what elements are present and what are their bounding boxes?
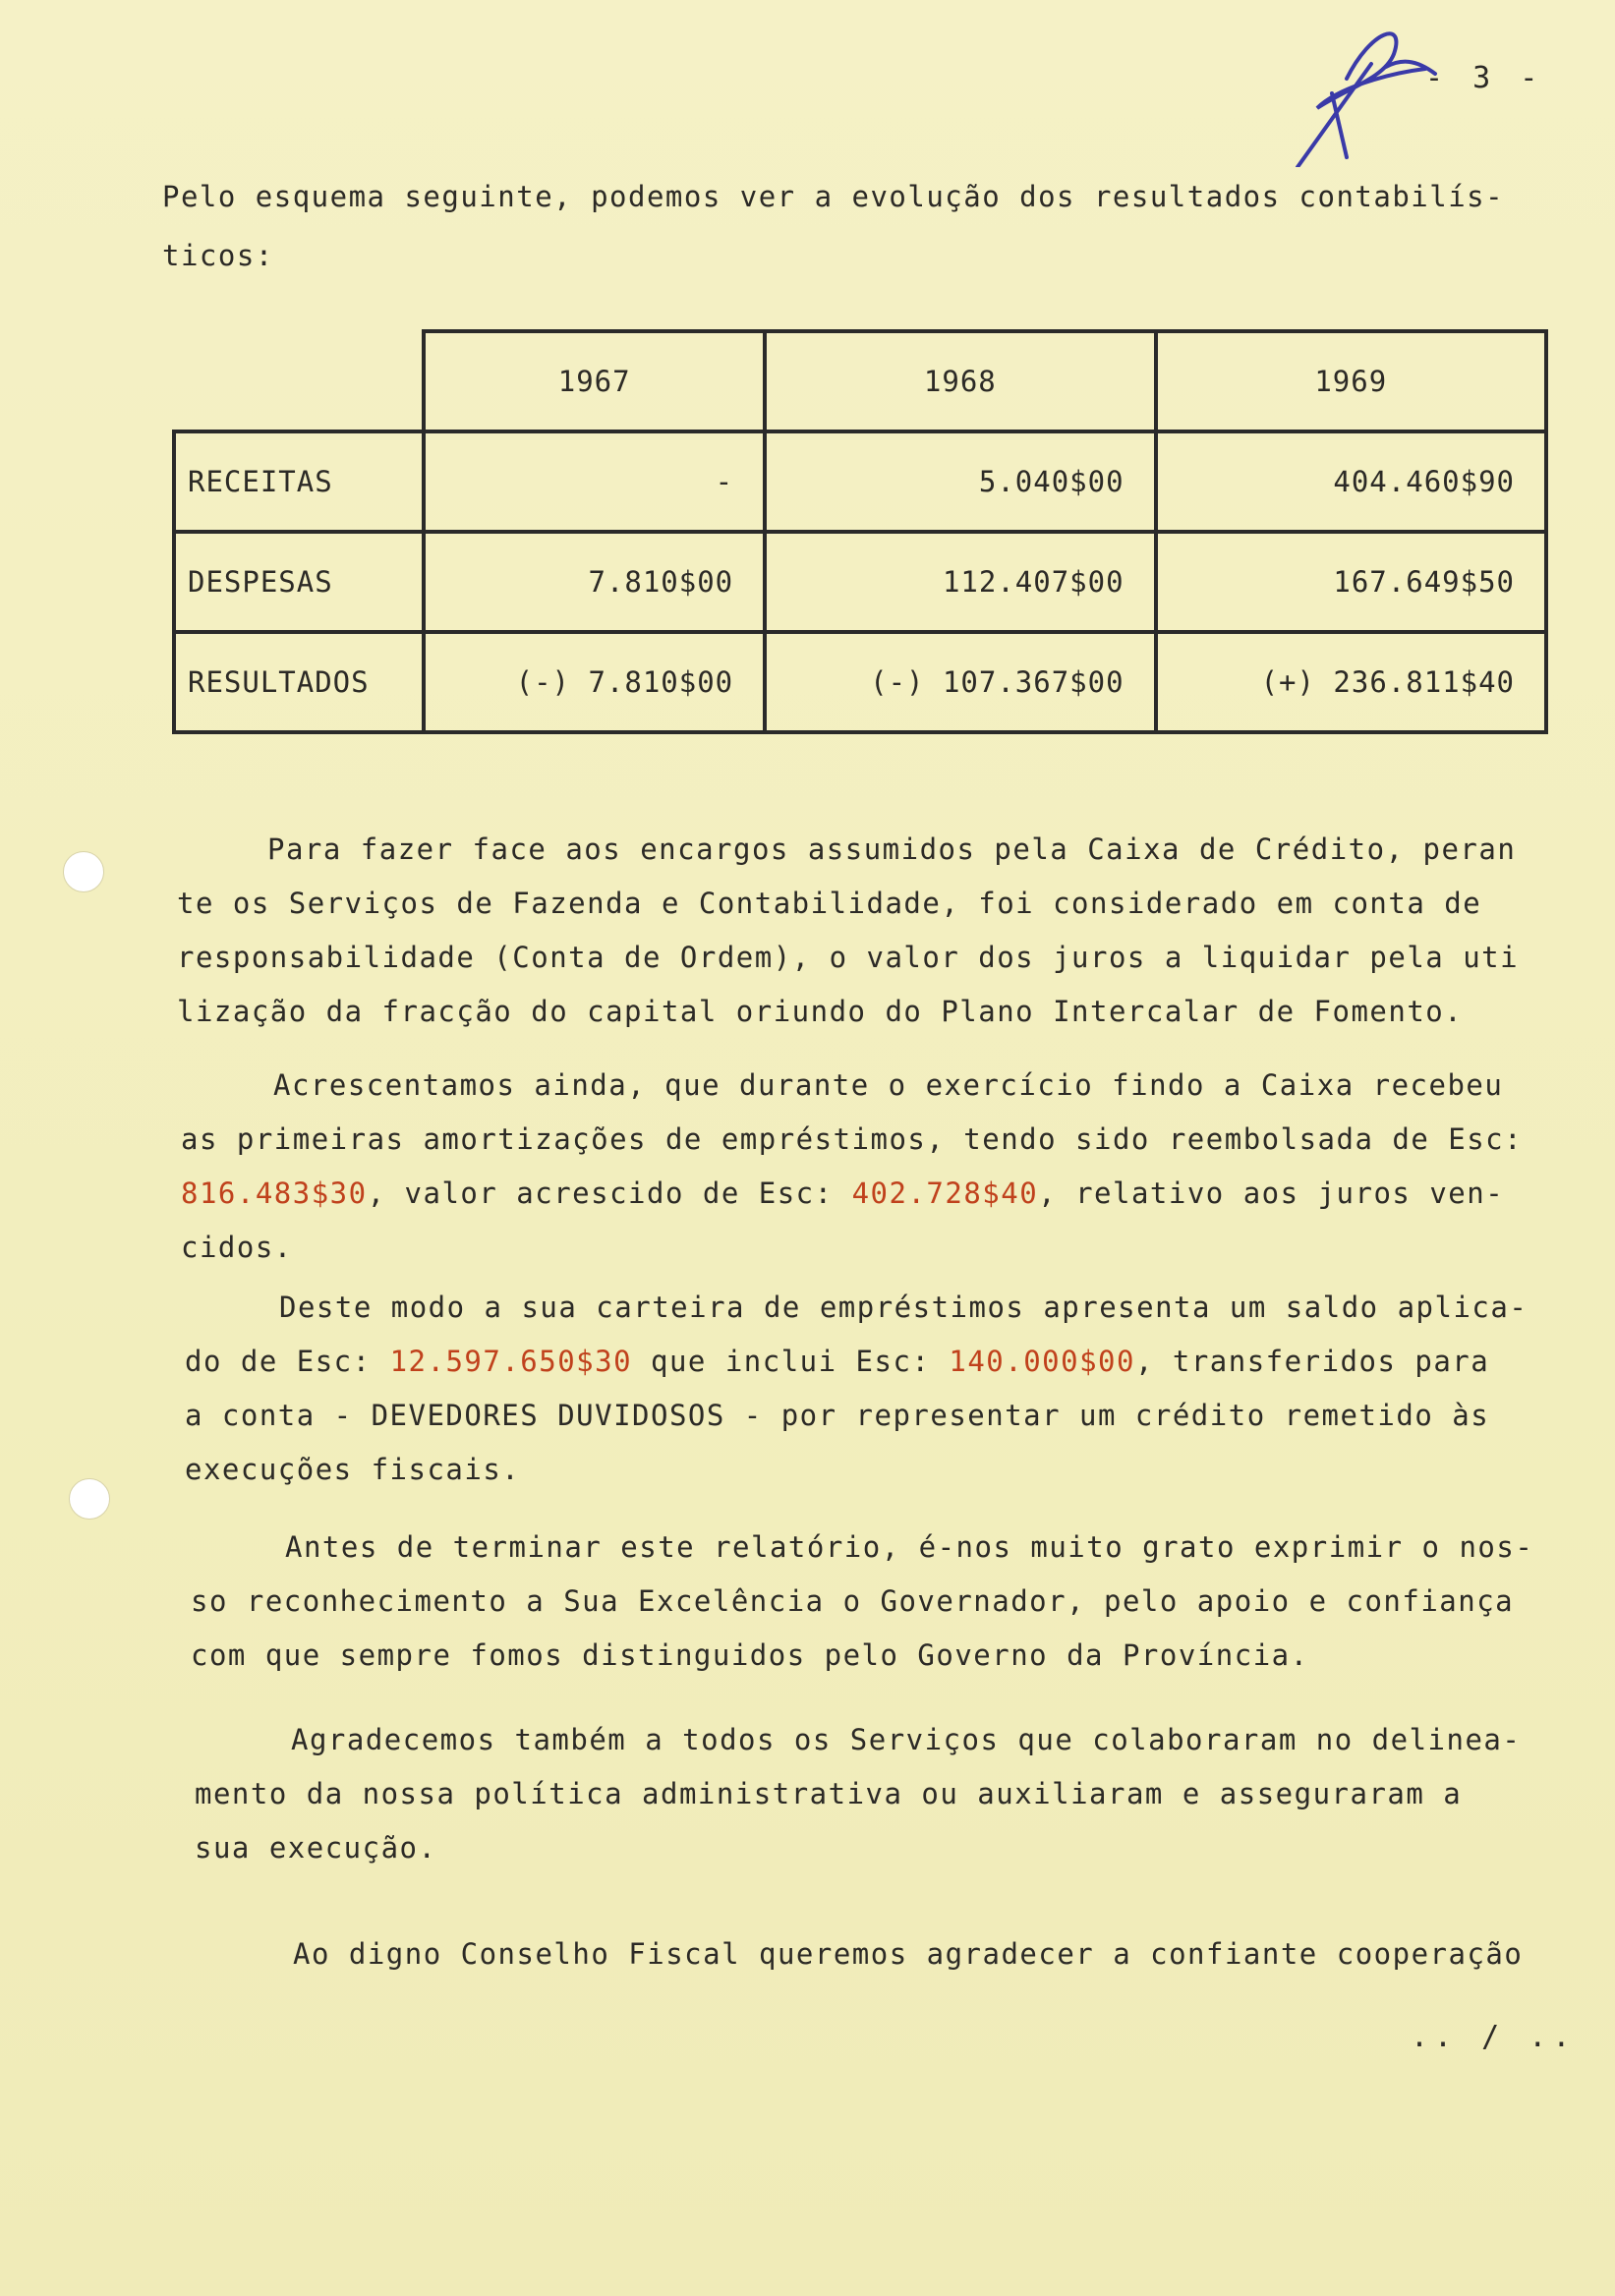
- table-cell: 5.040$00: [765, 431, 1155, 532]
- highlighted-amount: 816.483$30: [181, 1177, 368, 1210]
- table-cell: -: [424, 431, 765, 532]
- paragraph-line: Antes de terminar este relatório, é-nos muito grato exprimir o nos-: [285, 1530, 1534, 1564]
- row-label: RESULTADOS: [174, 632, 424, 732]
- paragraph-line: responsabilidade (Conta de Ordem), o valor dos juros a liquidar pela uti: [177, 941, 1520, 974]
- punch-hole-top: [63, 851, 104, 892]
- paragraph-line: Deste modo a sua carteira de empréstimos apresenta um saldo aplica-: [279, 1291, 1528, 1324]
- table-cell: 404.460$90: [1156, 431, 1546, 532]
- paragraph-line: a conta - DEVEDORES DUVIDOSOS - por representar um crédito remetido às: [185, 1399, 1490, 1432]
- table-cell: (-) 7.810$00: [424, 632, 765, 732]
- table-cell: (-) 107.367$00: [765, 632, 1155, 732]
- highlighted-amount: 140.000$00: [949, 1345, 1135, 1378]
- table-cell: (+) 236.811$40: [1156, 632, 1546, 732]
- results-table: [172, 329, 1548, 734]
- paragraph-line: 816.483$30, valor acrescido de Esc: 402.728$40, relativo aos juros ven-: [181, 1177, 1505, 1210]
- paragraph-line: cidos.: [181, 1231, 293, 1264]
- handwritten-signature: [1278, 20, 1445, 167]
- row-label: DESPESAS: [174, 532, 424, 632]
- table-row: [174, 632, 1546, 732]
- paragraph-line: Ao digno Conselho Fiscal queremos agradecer a confiante cooperação: [293, 1937, 1524, 1971]
- paragraph-line: com que sempre fomos distinguidos pelo Governo da Província.: [191, 1638, 1309, 1672]
- paragraph-line: execuções fiscais.: [185, 1453, 521, 1486]
- continuation-mark: .. / ..: [1411, 2020, 1577, 2054]
- paragraph-line: mento da nossa política administrativa ou auxiliaram e asseguraram a: [195, 1777, 1463, 1810]
- paragraph-line: Acrescentamos ainda, que durante o exercício findo a Caixa recebeu: [273, 1068, 1504, 1102]
- table-header-row: [174, 331, 1546, 431]
- table-row: [174, 431, 1546, 532]
- year-header: 1968: [765, 331, 1155, 431]
- highlighted-amount: 402.728$40: [851, 1177, 1039, 1210]
- year-header: 1969: [1156, 331, 1546, 431]
- paragraph-line: do de Esc: 12.597.650$30 que inclui Esc: 140.000$00, transferidos para: [185, 1345, 1490, 1378]
- punch-hole-bottom: [69, 1478, 110, 1520]
- paragraph-line: Para fazer face aos encargos assumidos pela Caixa de Crédito, peran: [267, 832, 1517, 866]
- year-header: 1967: [424, 331, 765, 431]
- page-number: - 3 -: [1425, 61, 1544, 95]
- intro-line-1: Pelo esquema seguinte, podemos ver a evolução dos resultados contabilís-: [162, 180, 1505, 213]
- intro-line-2: ticos:: [162, 239, 274, 272]
- paragraph-line: sua execução.: [195, 1831, 437, 1865]
- paragraph-line: te os Serviços de Fazenda e Contabilidade, foi considerado em conta de: [177, 887, 1482, 920]
- table-cell: 112.407$00: [765, 532, 1155, 632]
- paragraph-line: as primeiras amortizações de empréstimos, tendo sido reembolsada de Esc:: [181, 1122, 1524, 1156]
- table-cell: 167.649$50: [1156, 532, 1546, 632]
- table-cell: 7.810$00: [424, 532, 765, 632]
- paragraph-line: so reconhecimento a Sua Excelência o Governador, pelo apoio e confiança: [191, 1584, 1515, 1618]
- paragraph-line: Agradecemos também a todos os Serviços que colaboraram no delinea-: [291, 1723, 1522, 1756]
- table-row: [174, 532, 1546, 632]
- paragraph-line: lização da fracção do capital oriundo do Plano Intercalar de Fomento.: [177, 995, 1464, 1028]
- row-label: RECEITAS: [174, 431, 424, 532]
- highlighted-amount: 12.597.650$30: [389, 1345, 633, 1378]
